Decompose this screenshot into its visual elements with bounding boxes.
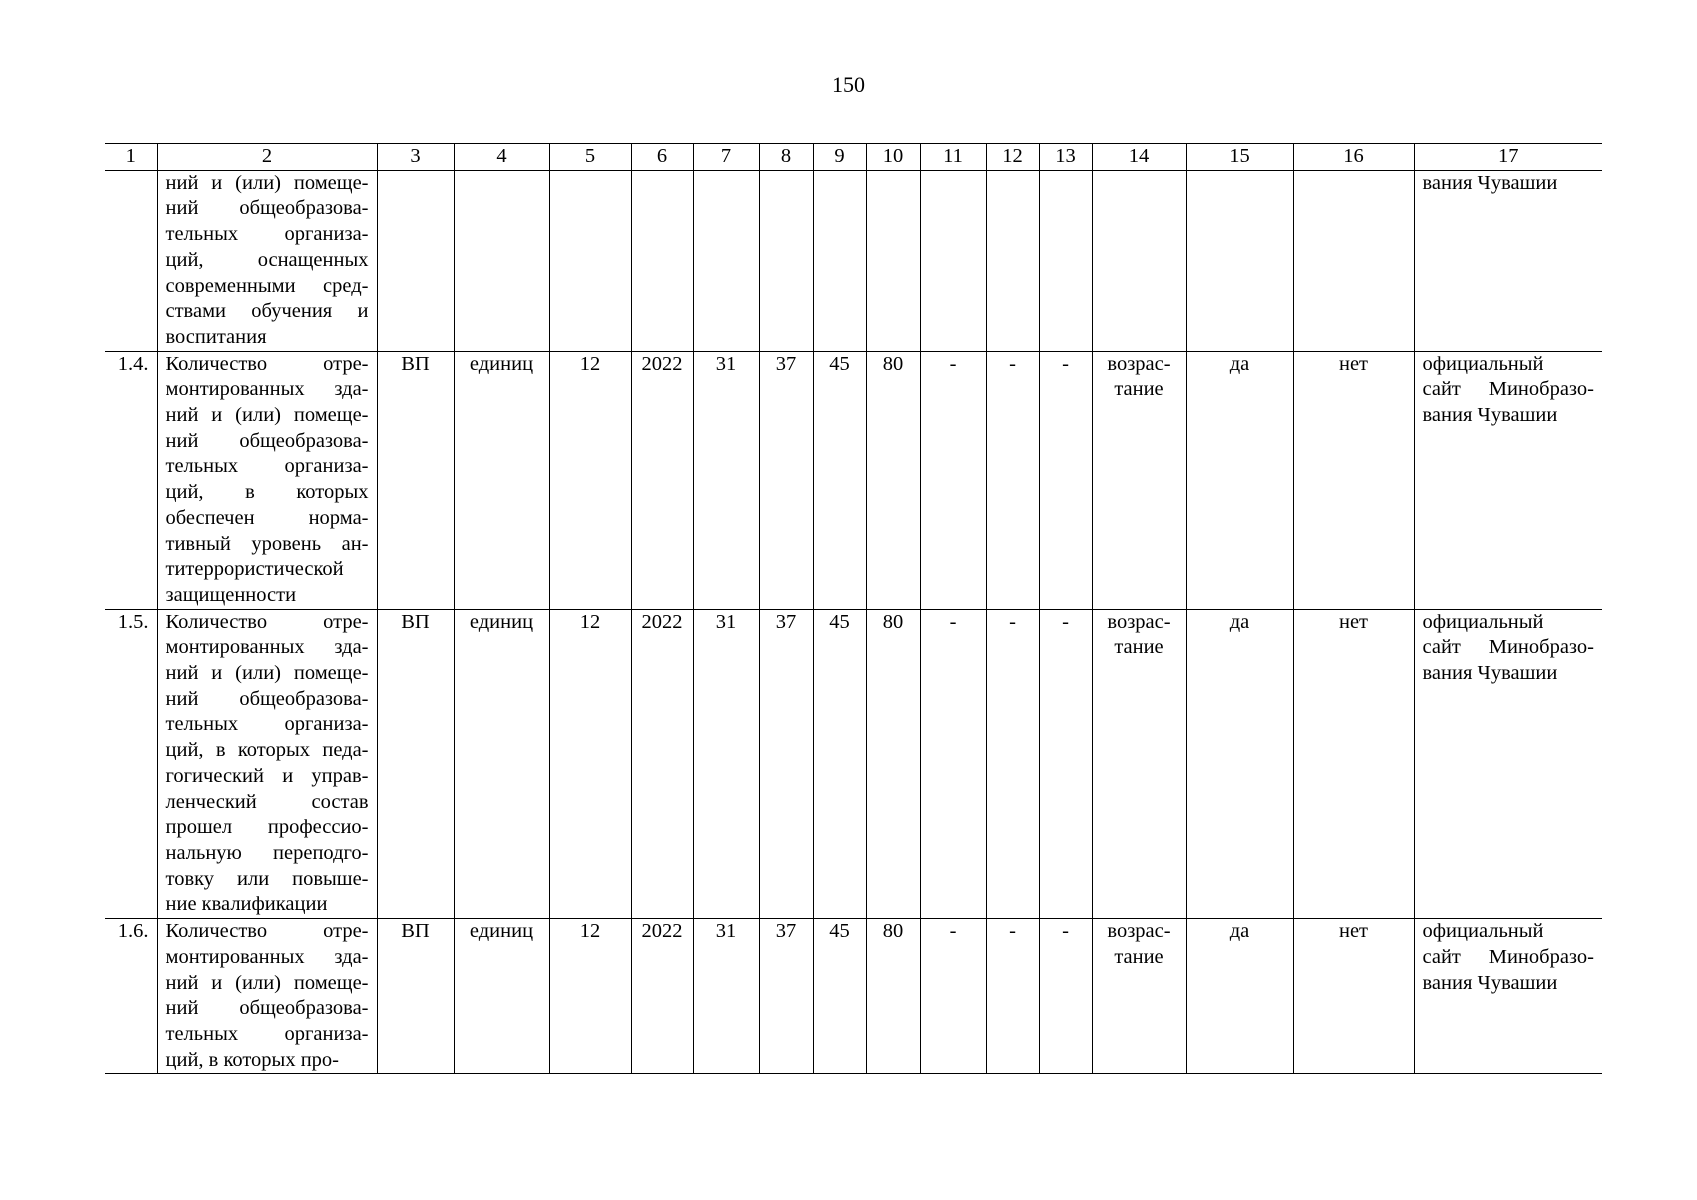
value-cell-13: - xyxy=(1039,351,1092,609)
indicator-name-line: гогический и управ- xyxy=(165,764,369,787)
page-number: 150 xyxy=(832,72,865,97)
column-15-cell: да xyxy=(1186,351,1293,609)
value-cell-11: - xyxy=(920,919,986,1074)
indicator-name-line: тивный уровень ан- xyxy=(165,532,369,555)
indicator-name-line: Количество отре- xyxy=(165,352,369,375)
unit-cell: единиц xyxy=(454,919,549,1074)
trend-line: возрас- xyxy=(1107,610,1171,633)
trend-cell xyxy=(1092,351,1186,609)
indicator-name-line: ний общеобразова- xyxy=(165,997,369,1020)
trend-cell xyxy=(1092,170,1186,351)
indicator-name-line: ние квалификации xyxy=(165,893,328,916)
table-body xyxy=(105,170,1602,1074)
value-cell-10: 80 xyxy=(866,351,920,609)
indicator-name-line: ний и (или) помеще- xyxy=(165,971,369,994)
value-cell-11: - xyxy=(920,609,986,918)
column-15-cell xyxy=(1186,170,1293,351)
unit-cell: единиц xyxy=(454,351,549,609)
source-cell xyxy=(1414,919,1602,1074)
column-number-1: 1 xyxy=(105,144,157,171)
indicator-name-line: ций, в которых педа- xyxy=(165,739,369,762)
table-row xyxy=(105,919,1602,1074)
indicator-name-line: монтированных зда- xyxy=(165,945,369,968)
value-cell-7: 31 xyxy=(693,919,759,1074)
indicator-name-line: защищенности xyxy=(165,583,297,606)
source-line: вания Чувашии xyxy=(1422,971,1558,994)
column-number-5: 5 xyxy=(549,144,631,171)
source-line: сайт Минобразо- xyxy=(1422,636,1594,659)
indicator-name-line: товку или повыше- xyxy=(165,867,369,890)
indicator-name-line: тельных организа- xyxy=(165,223,369,246)
base-value-cell: 12 xyxy=(549,609,631,918)
table-row xyxy=(105,170,1602,351)
column-number-3: 3 xyxy=(377,144,454,171)
base-value-cell: 12 xyxy=(549,919,631,1074)
value-cell-8 xyxy=(759,170,813,351)
value-cell-8: 37 xyxy=(759,351,813,609)
unit-type-cell xyxy=(377,170,454,351)
column-number-16: 16 xyxy=(1293,144,1414,171)
column-number-2: 2 xyxy=(157,144,377,171)
value-cell-9 xyxy=(813,170,866,351)
indicator-name-line: ствами обучения и xyxy=(165,300,369,323)
indicator-name-line: ний и (или) помеще- xyxy=(165,171,369,194)
unit-cell: единиц xyxy=(454,609,549,918)
indicator-name-line: монтированных зда- xyxy=(165,378,369,401)
source-cell xyxy=(1414,351,1602,609)
base-year-cell xyxy=(631,170,693,351)
value-cell-12 xyxy=(986,170,1039,351)
column-number-4: 4 xyxy=(454,144,549,171)
indicator-name-line: титеррористической xyxy=(165,558,344,581)
value-cell-7 xyxy=(693,170,759,351)
row-id xyxy=(105,170,157,351)
indicator-name-line: тельных организа- xyxy=(165,455,369,478)
indicator-name-line: воспитания xyxy=(165,325,267,348)
trend-line: тание xyxy=(1114,378,1164,401)
value-cell-13: - xyxy=(1039,609,1092,918)
column-number-row xyxy=(105,144,1602,171)
unit-type-cell: ВП xyxy=(377,351,454,609)
indicator-name-line: монтированных зда- xyxy=(165,636,369,659)
source-cell xyxy=(1414,609,1602,918)
indicator-name-line: ций, оснащенных xyxy=(165,248,369,271)
trend-line: возрас- xyxy=(1107,352,1171,375)
column-number-11: 11 xyxy=(920,144,986,171)
indicator-name-line: Количество отре- xyxy=(165,920,369,943)
base-value-cell: 12 xyxy=(549,351,631,609)
indicator-name-line: тельных организа- xyxy=(165,1022,369,1045)
indicator-name xyxy=(157,609,377,918)
indicator-name-line: ний и (или) помеще- xyxy=(165,404,369,427)
column-number-17: 17 xyxy=(1414,144,1602,171)
value-cell-8: 37 xyxy=(759,919,813,1074)
column-number-7: 7 xyxy=(693,144,759,171)
row-id: 1.4. xyxy=(105,351,157,609)
indicator-name xyxy=(157,170,377,351)
column-number-12: 12 xyxy=(986,144,1039,171)
unit-type-cell: ВП xyxy=(377,609,454,918)
trend-line: возрас- xyxy=(1107,920,1171,943)
source-line: официальный xyxy=(1422,352,1544,375)
table-row xyxy=(105,351,1602,609)
column-number-6: 6 xyxy=(631,144,693,171)
indicator-name-line: ленческий состав xyxy=(165,790,369,813)
column-15-cell: да xyxy=(1186,919,1293,1074)
value-cell-12: - xyxy=(986,351,1039,609)
source-line: официальный xyxy=(1422,920,1544,943)
source-line: сайт Минобразо- xyxy=(1422,945,1594,968)
source-line: официальный xyxy=(1422,610,1544,633)
value-cell-12: - xyxy=(986,919,1039,1074)
trend-cell xyxy=(1092,609,1186,918)
value-cell-12: - xyxy=(986,609,1039,918)
column-number-14: 14 xyxy=(1092,144,1186,171)
value-cell-7: 31 xyxy=(693,609,759,918)
row-id: 1.6. xyxy=(105,919,157,1074)
value-cell-11 xyxy=(920,170,986,351)
indicator-name-line: тельных организа- xyxy=(165,713,369,736)
indicator-name-line: ний общеобразова- xyxy=(165,429,369,452)
source-line: вания Чувашии xyxy=(1422,662,1558,685)
column-15-cell: да xyxy=(1186,609,1293,918)
source-line: сайт Минобразо- xyxy=(1422,378,1594,401)
row-id: 1.5. xyxy=(105,609,157,918)
column-16-cell: нет xyxy=(1293,609,1414,918)
column-number-9: 9 xyxy=(813,144,866,171)
base-year-cell: 2022 xyxy=(631,351,693,609)
unit-cell xyxy=(454,170,549,351)
indicator-name-line: современными сред- xyxy=(165,274,369,297)
indicator-name-line: обеспечен норма- xyxy=(165,506,369,529)
column-16-cell xyxy=(1293,170,1414,351)
value-cell-11: - xyxy=(920,351,986,609)
value-cell-9: 45 xyxy=(813,919,866,1074)
column-number-10: 10 xyxy=(866,144,920,171)
unit-type-cell: ВП xyxy=(377,919,454,1074)
trend-cell xyxy=(1092,919,1186,1074)
source-line: вания Чувашии xyxy=(1422,171,1558,194)
base-year-cell: 2022 xyxy=(631,919,693,1074)
base-year-cell: 2022 xyxy=(631,609,693,918)
column-number-15: 15 xyxy=(1186,144,1293,171)
value-cell-10: 80 xyxy=(866,609,920,918)
source-line: вания Чувашии xyxy=(1422,404,1558,427)
indicator-name xyxy=(157,351,377,609)
column-number-8: 8 xyxy=(759,144,813,171)
value-cell-9: 45 xyxy=(813,609,866,918)
indicators-table xyxy=(105,143,1602,1074)
indicator-name-line: ций, в которых xyxy=(165,481,369,504)
indicator-name-line: прошел профессио- xyxy=(165,816,369,839)
indicator-name-line: ний общеобразова- xyxy=(165,687,369,710)
trend-line: тание xyxy=(1114,945,1164,968)
source-cell xyxy=(1414,170,1602,351)
column-16-cell: нет xyxy=(1293,351,1414,609)
value-cell-10 xyxy=(866,170,920,351)
value-cell-7: 31 xyxy=(693,351,759,609)
column-16-cell: нет xyxy=(1293,919,1414,1074)
indicator-name-line: ний и (или) помеще- xyxy=(165,662,369,685)
base-value-cell xyxy=(549,170,631,351)
indicator-name-line: ний общеобразова- xyxy=(165,197,369,220)
value-cell-8: 37 xyxy=(759,609,813,918)
value-cell-9: 45 xyxy=(813,351,866,609)
value-cell-13: - xyxy=(1039,919,1092,1074)
value-cell-13 xyxy=(1039,170,1092,351)
trend-line: тание xyxy=(1114,636,1164,659)
indicator-name-line: ций, в которых про- xyxy=(165,1048,339,1071)
column-number-13: 13 xyxy=(1039,144,1092,171)
indicator-name xyxy=(157,919,377,1074)
indicator-name-line: Количество отре- xyxy=(165,610,369,633)
indicator-name-line: нальную переподго- xyxy=(165,841,369,864)
table-row xyxy=(105,609,1602,918)
value-cell-10: 80 xyxy=(866,919,920,1074)
